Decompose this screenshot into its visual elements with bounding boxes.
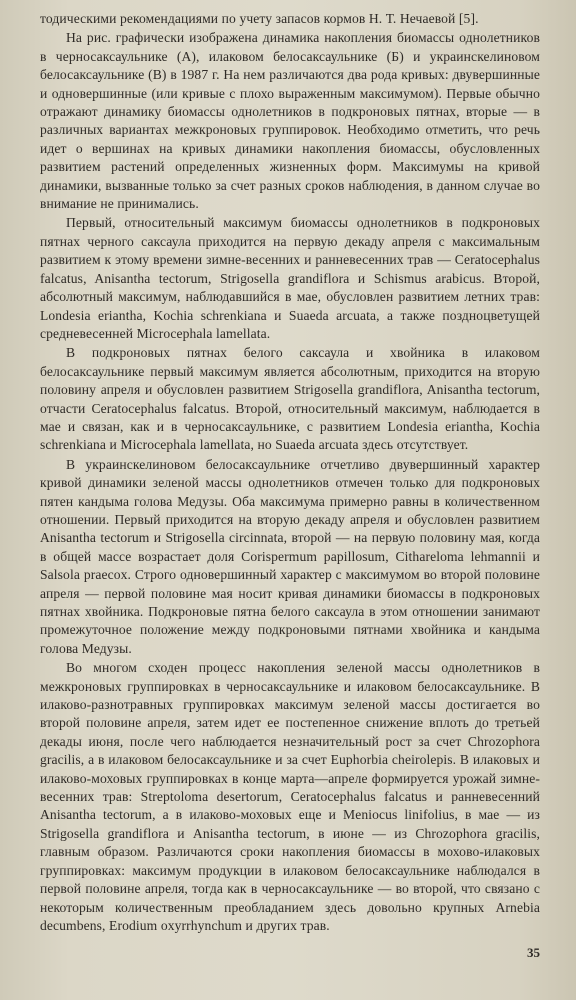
paragraph: Во многом сходен процесс накопления зеленой массы однолетников в межкроновых группировках в черносаксаульнике и илаковом белосаксаульнике. В илаково-разнотравных группировках максимум зеленой массы достигается во второй половине апреля, затем идет ее постепенное снижение вплоть до третьей декады июня, после чего наблюдается незначительный рост за счет Chrozophora gracilis, а в илаковом белосаксаульнике и за счет Euphorbia cheirolepis. В илаковых и илаково-моховых группировках в конце марта—апреле формируется урожай зимне-весенних трав: Streptoloma desertorum, Ceratocephalus falcatus и ранневесенний Anisantha tectorum, а в илаково-моховых еще и Meniocus linifolius, в мае — из Strigosella grandiflora и Anisantha tectorum, в июне — из Chrozophora gracilis, главным образом. Различаются сроки накопления биомассы в мохово-илаковых группировках: максимум продукции в илаковом белосаксаульнике наблюдался в первой половине апреля, тогда как в черносаксаульнике — во второй, что связано с некоторым количественным преобладанием здесь довольно крупных Arnebia decumbens, Erodium oxyrrhynchum и других трав. xyxy=(40,660,540,933)
paragraph: На рис. графически изображена динамика накопления биомассы однолетников в черносаксаульнике (А), илаковом белосаксаульнике (Б) и украинскелиновом белосаксаульнике (В) в 1987 г. На нем различаются два рода кривых: двувершинные и одновершинные (или кривые с плохо выраженным максимумом). Первые обычно отражают динамику биомассы однолетников в подкроновых пятнах, вторые — в различных вариантах межкроновых группировок. Необходимо отметить, что речь идет о вершинах на кривых динамики накопления биомассы, обусловленных развитием растений определенных жизненных форм. Максимумы на кривой динамики, вызванные только за счет разных сроков наблюдения, в данном случае во внимание не принимались. xyxy=(40,30,540,212)
paragraph: В украинскелиновом белосаксаульнике отчетливо двувершинный характер кривой динамики зеленой массы однолетников отмечен только для подкроновых пятен кандыма голова Медузы. Оба максимума примерно равны в количественном отношении. Первый приходится на вторую декаду апреля и обусловлен развитием Anisantha tectorum и Strigosella circinnata, второй — на первую половину мая, когда в общей массе возрастает доля Corispermum papillosum, Cithareloma lehmannii и Salsola praecox. Строго одновершинный характер с максимумом во второй половине апреля — первой половине мая носит кривая динамики биомассы в подкроновых пятнах хвойника. Подкроновые пятна белого саксаула в этом отношении занимают промежуточное положение между подкроновыми пятнами хвойника и кандыма голова Медузы. xyxy=(40,456,540,656)
paragraph: Первый, относительный максимум биомассы однолетников в подкроновых пятнах черного саксаула приходится на первую декаду апреля с максимальным развитием к этому времени зимне-весенних и ранневесенних трав — Ceratocephalus falcatus, Anisantha tectorum, Strigosella grandiflora и Schismus arabicus. Второй, абсолютный максимум, наблюдавшийся в мае, обусловлен развитием летних трав: Londesia eriantha, Kochia schrenkiana и Suaeda arcuata, а также поздноцветущей средневесенней Microcephala lamellata. xyxy=(40,215,540,341)
paragraph: тодическими рекомендациями по учету запасов кормов Н. Т. Нечаевой [5]. xyxy=(40,11,479,26)
page-number: 35 xyxy=(527,945,540,960)
body-text xyxy=(40,10,540,935)
paragraph: В подкроновых пятнах белого саксаула и хвойника в илаковом белосаксаульнике первый максимум является абсолютным, приходится на вторую половину апреля и обусловлен развитием Strigosella grandiflora, Anisantha tectorum, отчасти Ceratocephalus falcatus. Второй, относительный максимум, наблюдается в мае и связан, как и в черносаксаульнике, с развитием Londesia eriantha, Kochia schrenkiana и Microcephala lamellata, но Suaeda arcuata здесь отсутствует. xyxy=(40,345,540,453)
